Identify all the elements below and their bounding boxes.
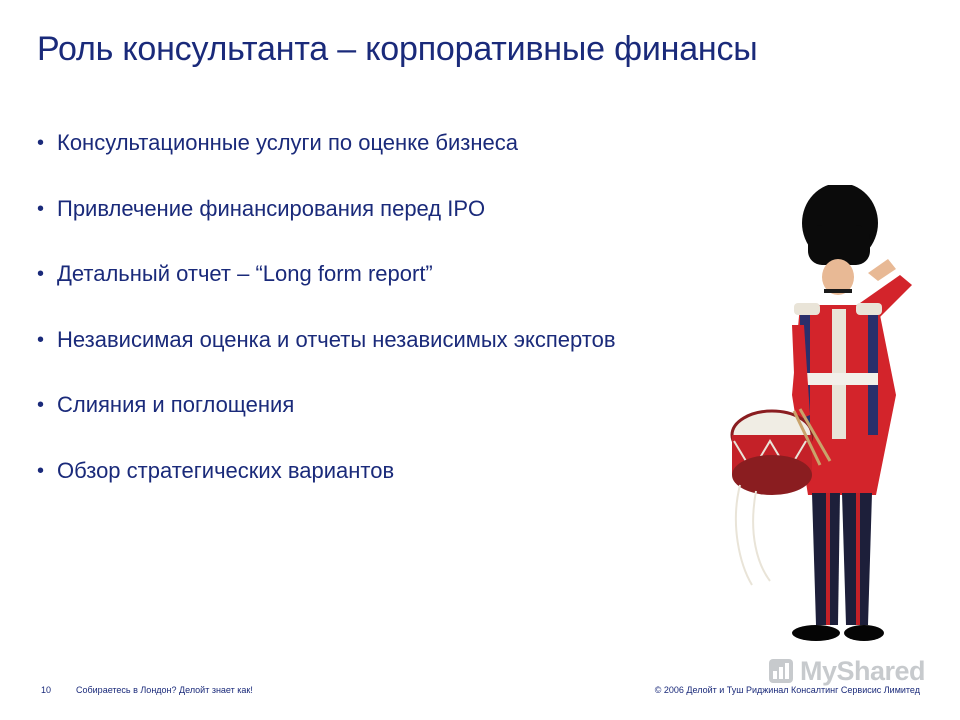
footer-tagline: Собираетесь в Лондон? Делойт знает как!: [76, 685, 253, 695]
bullet-dot: •: [37, 394, 45, 416]
footer-copyright: © 2006 Делойт и Туш Риджинал Консалтинг Сервисис Лимитед: [654, 685, 920, 695]
bullet-dot: •: [37, 263, 45, 285]
bullet-item: [37, 392, 616, 458]
bullet-dot: •: [37, 459, 45, 482]
bullet-text: Независимая оценка и отчеты независимых экспертов: [57, 326, 616, 352]
bullet-text: Слияния и поглощения: [57, 392, 295, 417]
bullet-dot: •: [37, 132, 45, 154]
footer: [0, 680, 960, 700]
bullet-item: [37, 261, 616, 327]
bullet-item: [37, 196, 616, 262]
bullet-text: Консультационные услуги по оценке бизнеса: [57, 130, 519, 155]
bullet-text: Обзор стратегических вариантов: [57, 457, 395, 483]
bullet-list: [37, 130, 616, 523]
bullet-item: [37, 130, 616, 196]
bullet-item: [37, 458, 616, 524]
bullet-text: Привлечение финансирования перед IPO: [57, 195, 486, 221]
bullet-item: [37, 327, 616, 393]
bullet-dot: •: [37, 197, 45, 220]
page-number: 10: [41, 685, 52, 695]
bullet-dot: •: [37, 328, 45, 351]
slide-title: Роль консультанта – корпоративные финансы: [37, 30, 758, 68]
watermark-text: MyShared: [800, 655, 926, 686]
bullet-text: Детальный отчет – “Long form report”: [57, 261, 433, 286]
guard-drummer-picture: [700, 185, 930, 655]
